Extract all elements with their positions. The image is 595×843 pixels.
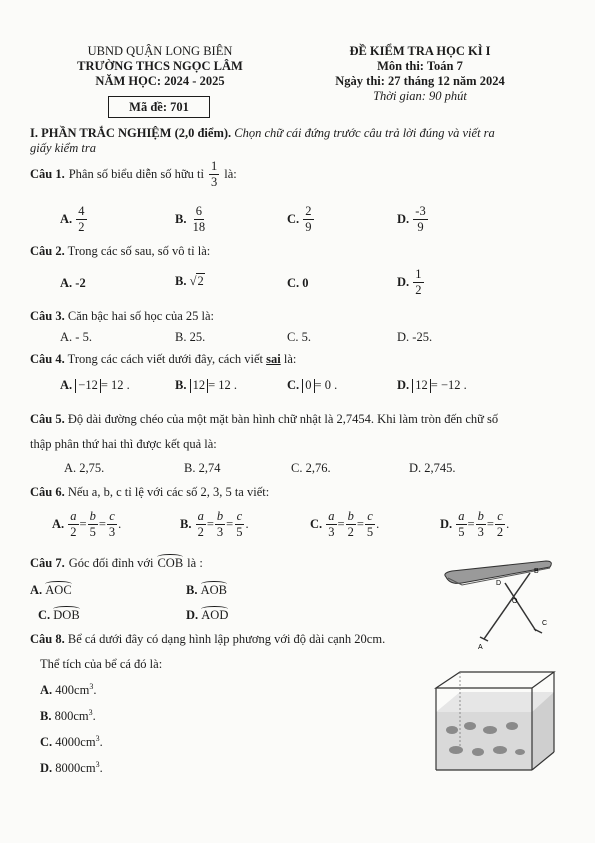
option-label: C.: [287, 211, 300, 226]
q4-option-c: [287, 378, 337, 393]
unit-exponent: 3: [89, 682, 94, 691]
q3-option-a: A. - 5.: [60, 330, 92, 344]
option-text: = 12 .: [208, 378, 238, 392]
fish: [449, 746, 463, 754]
fraction: [476, 510, 486, 538]
option-label: D.: [440, 516, 453, 531]
fish: [446, 726, 458, 734]
option-label: C.: [40, 735, 53, 750]
option-label: B.: [40, 709, 52, 724]
numerator: c: [236, 509, 243, 523]
question-label: Câu 1.: [30, 166, 65, 181]
q3-option-b: B. 25.: [175, 330, 206, 344]
angle-symbol: COB: [157, 556, 184, 570]
question-5-cont: thập phân thứ hai thì được kết quả là:: [30, 437, 217, 451]
option-text: = 12 .: [100, 378, 130, 392]
numerator: 2: [305, 204, 312, 218]
q4-option-a: [60, 378, 130, 393]
radicand: 2: [197, 274, 204, 288]
fish: [515, 749, 525, 755]
fraction: [209, 160, 219, 188]
point-d-label: D: [496, 580, 502, 587]
fraction: [303, 205, 313, 233]
numerator: c: [367, 509, 373, 523]
point-c-label: C: [542, 620, 548, 627]
fraction: [495, 510, 505, 538]
denominator: 2: [78, 219, 85, 234]
equals-sign: =: [486, 516, 494, 531]
equals-sign: =: [467, 516, 475, 531]
equals-sign: =: [206, 516, 214, 531]
question-8-cont: Thể tích của bể cá đó là:: [40, 657, 163, 671]
fraction: [413, 205, 427, 233]
exam-code-box: [108, 96, 210, 118]
denominator: 2: [415, 282, 422, 297]
option-value: 4000cm: [55, 735, 96, 750]
section-heading: [30, 126, 495, 141]
option-label: B.: [186, 583, 198, 597]
fish: [493, 746, 507, 754]
question-label: Câu 5.: [30, 412, 65, 426]
question-label: Câu 7.: [30, 556, 65, 570]
fraction: [68, 510, 78, 538]
option-value: 400cm: [55, 683, 90, 698]
fraction: [107, 510, 117, 538]
tank-top-rim: [436, 672, 554, 688]
q1-option-b: [175, 205, 208, 233]
leg-dc: [505, 583, 536, 631]
numerator: b: [477, 509, 484, 523]
question-label: Câu 8.: [30, 632, 65, 646]
fish: [464, 722, 476, 730]
q6-option: [52, 510, 121, 538]
question-text: Phân số biểu diễn số hữu tỉ: [68, 166, 204, 181]
fish-tank-figure: [430, 668, 560, 778]
point-a-label: A: [478, 644, 483, 651]
q5-option-c: C. 2,76.: [291, 461, 331, 475]
option-value: 800cm: [54, 709, 89, 724]
q3-option-c: C. 5.: [287, 330, 311, 344]
numerator: 1: [415, 267, 422, 281]
angle-symbol: AOB: [200, 583, 227, 597]
denominator: 3: [477, 524, 484, 539]
tank-water-front: [436, 712, 532, 770]
denominator: 3: [216, 524, 224, 539]
q7-option-d: [186, 608, 228, 623]
question-text: Căn bậc hai số học của 25 là:: [67, 309, 214, 323]
numerator: 4: [78, 204, 85, 218]
numerator: c: [497, 509, 503, 523]
fraction: [234, 510, 244, 538]
option-label: B.: [175, 378, 187, 392]
question-label: Câu 3.: [30, 309, 65, 323]
numerator: 6: [195, 204, 202, 218]
fraction: [215, 510, 225, 538]
option-label: A.: [60, 211, 73, 226]
period: .: [245, 516, 249, 531]
unit-exponent: 3: [95, 734, 100, 743]
equals-sign: =: [79, 516, 87, 531]
section-instruction: Chọn chữ cái đứng trước câu trả lời đúng và viết ra: [234, 126, 495, 140]
numerator: a: [328, 509, 335, 523]
numerator: a: [70, 509, 77, 523]
option-label: A.: [52, 516, 65, 531]
equals-sign: =: [356, 516, 364, 531]
absolute-value: 0: [302, 379, 314, 393]
q4-option-b: [175, 378, 237, 393]
option-label: D.: [397, 274, 410, 289]
absolute-value: 12: [412, 379, 431, 393]
q2-option-b: [175, 274, 205, 289]
question-suffix: là :: [187, 556, 203, 570]
q7-option-a: [30, 583, 72, 598]
fraction: [346, 510, 356, 538]
numerator: a: [197, 509, 204, 523]
fraction: [456, 510, 466, 538]
question-2: [30, 244, 210, 259]
denominator: 2: [347, 524, 354, 539]
fraction: [196, 510, 206, 538]
exam-subject: Môn thi: Toán 7: [377, 59, 463, 73]
denominator: 9: [305, 219, 312, 234]
question-label: Câu 2.: [30, 244, 65, 258]
question-6: [30, 485, 269, 500]
option-text: = −12 .: [430, 378, 467, 392]
square-root: √2: [189, 274, 204, 288]
q2-option-d: [397, 268, 425, 296]
q8-option: [40, 760, 103, 776]
numerator: b: [216, 509, 224, 523]
option-label: C.: [287, 378, 300, 392]
numerator: 1: [210, 159, 218, 173]
option-label: B.: [180, 516, 192, 531]
fish: [483, 726, 497, 734]
question-8: [30, 632, 385, 647]
option-label: D.: [40, 761, 53, 776]
q2-option-c: C. 0: [287, 276, 309, 290]
q1-option-d: [397, 205, 429, 233]
q2-option-a: A. -2: [60, 276, 86, 290]
denominator: 2: [197, 524, 204, 539]
section-instruction-cont: giấy kiểm tra: [30, 141, 96, 155]
denominator: 3: [108, 524, 116, 539]
q6-option: [440, 510, 509, 538]
question-text: Bể cá dưới đây có dạng hình lập phương với độ dài cạnh 20cm.: [67, 632, 386, 646]
denominator: 3: [328, 524, 335, 539]
option-label: D.: [397, 378, 410, 392]
q8-option: [40, 682, 96, 698]
angle-symbol: DOB: [53, 608, 80, 622]
q7-option-c: [38, 608, 80, 623]
denominator: 5: [366, 524, 374, 539]
school-year: NĂM HỌC: 2024 - 2025: [95, 74, 225, 88]
denominator: 5: [236, 524, 243, 539]
numerator: b: [89, 509, 96, 523]
period: .: [506, 516, 510, 531]
absolute-value: 12: [190, 379, 209, 393]
q6-option: [310, 510, 379, 538]
option-label: A.: [30, 583, 43, 597]
question-3: [30, 309, 214, 324]
question-text: Nếu a, b, c tỉ lệ với các số 2, 3, 5 ta viết:: [67, 485, 270, 499]
ironing-board-figure: [438, 555, 560, 655]
leg-ba: [484, 573, 530, 639]
equals-sign: =: [337, 516, 345, 531]
q3-option-d: D. -25.: [397, 330, 433, 344]
point-b-label: B: [534, 568, 539, 575]
q4-option-d: [397, 378, 467, 393]
option-label: D.: [397, 211, 410, 226]
option-label: B.: [175, 274, 187, 288]
header-left: [40, 44, 280, 89]
fraction: [326, 510, 336, 538]
fraction: [76, 205, 86, 233]
fraction: [413, 268, 423, 296]
unit-exponent: 3: [88, 708, 93, 717]
q1-option-a: [60, 205, 88, 233]
q6-option: [180, 510, 249, 538]
denominator: 2: [496, 524, 504, 539]
exam-date: Ngày thi: 27 tháng 12 năm 2024: [335, 74, 505, 88]
question-suffix: là:: [224, 166, 237, 181]
equals-sign: =: [226, 516, 234, 531]
equals-sign: =: [98, 516, 106, 531]
option-label: A.: [60, 378, 73, 392]
exam-duration: Thời gian: 90 phút: [373, 89, 467, 103]
absolute-value: −12: [75, 379, 101, 393]
fraction: [88, 510, 98, 538]
question-text: Độ dài đường chéo của một mặt bàn hình chữ nhật là 2,7454. Khi làm tròn đến chữ số: [67, 412, 499, 426]
denominator: 3: [210, 174, 218, 189]
option-value: 8000cm: [55, 761, 96, 776]
option-label: A.: [40, 683, 53, 698]
period: .: [99, 761, 103, 776]
q5-option-a: A. 2,75.: [64, 461, 105, 475]
q8-option: [40, 708, 96, 724]
option-text: = 0 .: [314, 378, 338, 392]
denominator: 5: [458, 524, 465, 539]
period: .: [93, 683, 97, 698]
exam-title: ĐỀ KIỂM TRA HỌC KÌ I: [349, 44, 491, 58]
district-name: UBND QUẬN LONG BIÊN: [87, 44, 233, 58]
question-5: [30, 412, 498, 427]
unit-exponent: 3: [95, 760, 100, 769]
foot-a: [480, 637, 488, 641]
option-label: C.: [38, 608, 51, 622]
section-title: I. PHẦN TRẮC NGHIỆM (2,0 điểm).: [30, 126, 232, 140]
option-label: D.: [186, 608, 199, 622]
denominator: 9: [417, 219, 424, 234]
point-o-label: O: [512, 598, 518, 605]
question-suffix: là:: [283, 352, 297, 366]
question-text: Trong các số sau, số vô tỉ là:: [67, 244, 211, 258]
exam-code: Mã đề: 701: [129, 100, 189, 114]
emphasis-word: sai: [266, 352, 281, 366]
q7-option-b: [186, 583, 227, 598]
denominator: 5: [89, 524, 96, 539]
q8-option: [40, 734, 103, 750]
q1-option-c: [287, 205, 315, 233]
fraction: [191, 205, 208, 233]
angle-symbol: AOD: [201, 608, 229, 622]
question-7: [30, 556, 203, 571]
period: .: [118, 516, 122, 531]
option-label: C.: [310, 516, 323, 531]
question-label: Câu 4.: [30, 352, 65, 366]
denominator: 18: [192, 219, 206, 234]
question-1: [30, 160, 237, 188]
fraction: [365, 510, 375, 538]
question-4: [30, 352, 296, 367]
fish: [506, 722, 518, 730]
angle-symbol: AOC: [45, 583, 72, 597]
option-label: B.: [175, 211, 187, 226]
numerator: a: [458, 509, 465, 523]
numerator: c: [109, 509, 115, 523]
question-text: Góc đối đỉnh với: [68, 556, 154, 570]
question-label: Câu 6.: [30, 485, 65, 499]
period: .: [92, 709, 96, 724]
numerator: -3: [415, 204, 426, 218]
q5-option-d: D. 2,745.: [409, 461, 456, 475]
school-name: TRƯỜNG THCS NGỌC LÂM: [77, 59, 243, 73]
denominator: 2: [70, 524, 77, 539]
period: .: [99, 735, 103, 750]
fish: [472, 748, 484, 756]
q5-option-b: B. 2,74: [184, 461, 221, 475]
numerator: b: [347, 509, 354, 523]
header-right: [300, 44, 540, 104]
period: .: [376, 516, 380, 531]
question-text: Trong các cách viết dưới đây, cách viết: [67, 352, 264, 366]
